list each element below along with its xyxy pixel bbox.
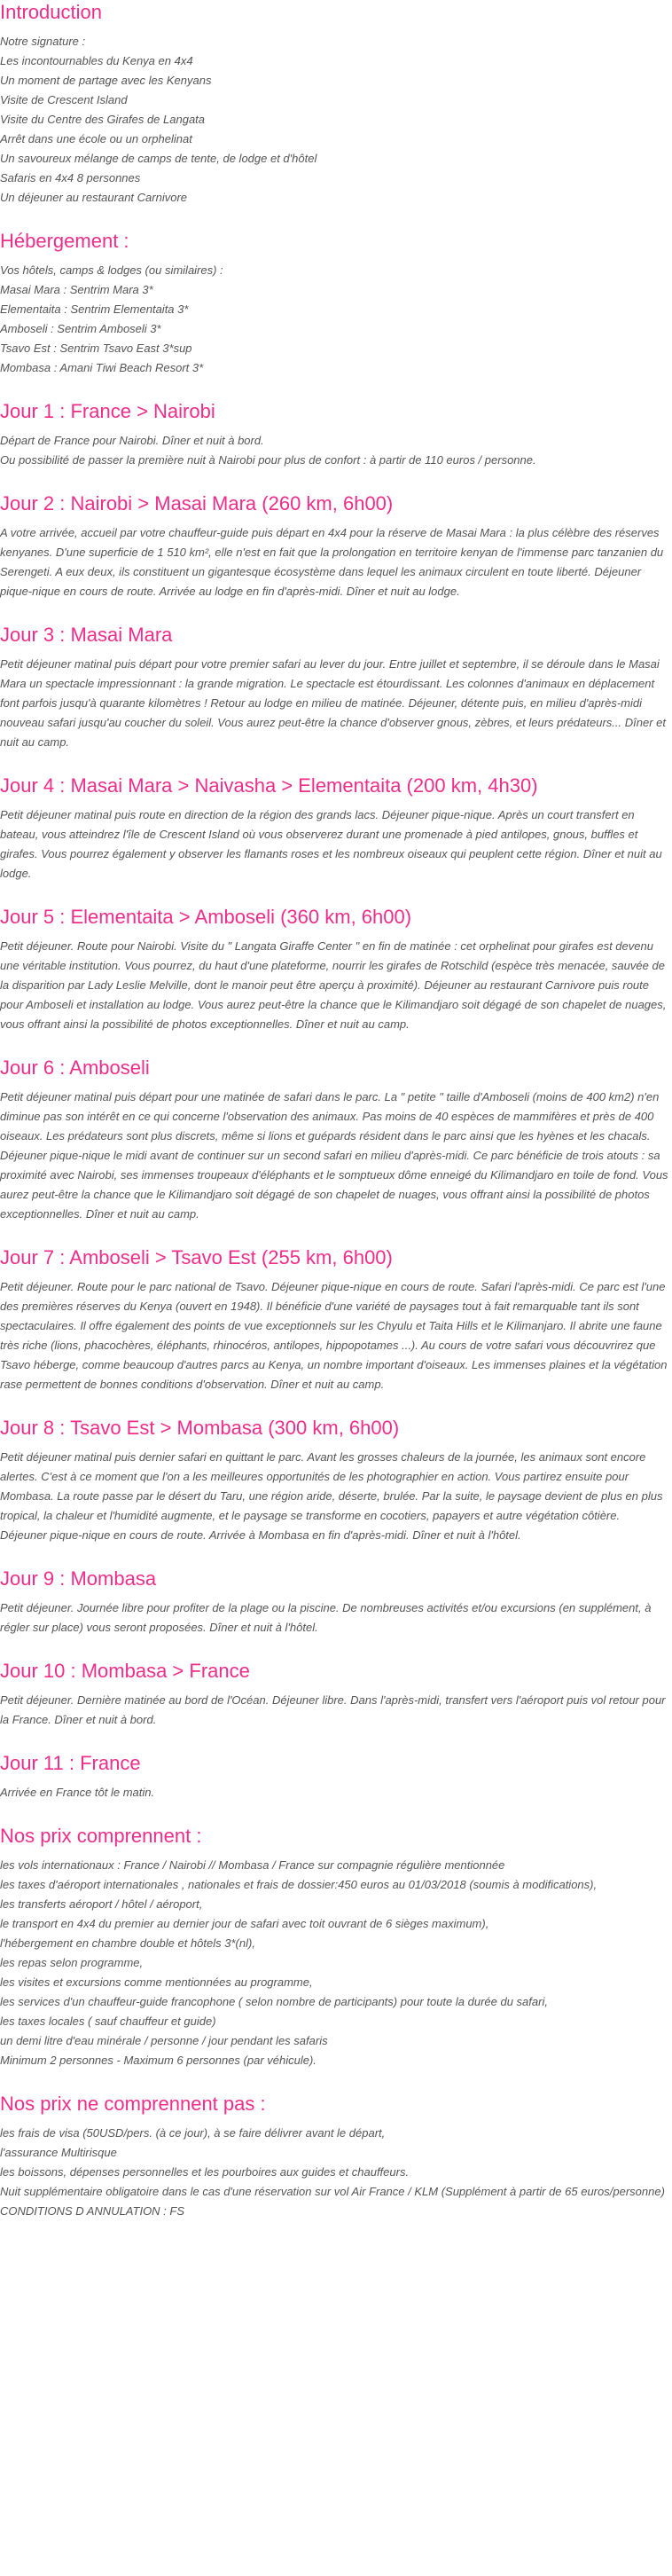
body-line: Petit déjeuner. Route pour le parc national de Tsavo. Déjeuner pique-nique en cours de route. Safari l'après-midi. Ce parc est l'une des premières réserves du Kenya (ouvert en 1948). Il bénéficie d'une variété de paysages tout à fait remarquable tant ils sont spectaculaires. Il offre également des points de vue exceptionnels sur les Chyulu et Taita Hills et le Kilimanjaro. Il abrite une faune très riche (lions, phacochères, éléphants, rhinocéros, antilopes, hippopotames ...). Au cours de votre safari vous découvrirez que Tsavo héberge, comme beaucoup d'autres parcs au Kenya, un nombre important d'oiseaux. Les immenses plaines et la végétation rase permettent de bonnes conditions d'observation. Dîner et nuit au camp. (0, 1280, 668, 1391)
body-line: les taxes d'aéroport internationales , nationales et frais de dossier:450 euros au 01/03/2018 (soumis à modifications), (0, 1878, 598, 1891)
body-line: Petit déjeuner matinal puis départ pour votre premier safari au lever du jour. Entre juillet et septembre, il se déroule dans le Masai Mara un spectacle impressionnant : la grande migration. Le spectacle est étourdissant. Les colonnes d'animaux en déplacement font parfois jusqu'à quarante kilomètres ! Retour au lodge en milieu de matinée. Déjeuner, détente puis, en milieu d'après-midi nouveau safari jusqu'au coucher du soleil. Vous aurez peut-être la chance d'observer gnous, zèbres, et leurs prédateurs... Dîner et nuit au camp. (0, 657, 666, 749)
section-body (0, 1277, 672, 1394)
section-heading: Jour 2 : Nairobi > Masai Mara (260 km, 6h00) (0, 492, 394, 514)
itinerary-section (0, 229, 672, 378)
body-line: les repas selon programme, (0, 1956, 144, 1969)
itinerary-section (0, 1751, 672, 1802)
itinerary-section (0, 774, 672, 884)
body-line: Masai Mara : Sentrim Mara 3* (0, 283, 153, 296)
section-body (0, 2124, 672, 2221)
body-line: Les incontournables du Kenya en 4x4 (0, 54, 193, 67)
body-line: un demi litre d'eau minérale / personne / jour pendant les safaris (0, 2034, 328, 2047)
body-line: Mombasa : Amani Tiwi Beach Resort 3* (0, 361, 204, 374)
body-line: Amboseli : Sentrim Amboseli 3* (0, 322, 161, 335)
section-body (0, 655, 672, 752)
section-heading: Jour 9 : Mombasa (0, 1567, 157, 1590)
section-body (0, 261, 672, 378)
body-line: Petit déjeuner. Dernière matinée au bord de l'Océan. Déjeuner libre. Dans l'après-midi, transfert vers l'aéroport puis vol retour pour la France. Dîner et nuit à bord. (0, 1693, 666, 1726)
body-line: Petit déjeuner. Journée libre pour profiter de la plage ou la piscine. De nombreuses activités et/ou excursions (en supplément, à régler sur place) vous seront proposées. Dîner et nuit à l'hôtel. (0, 1601, 652, 1634)
body-line: Minimum 2 personnes - Maximum 6 personnes (par véhicule). (0, 2054, 316, 2067)
section-body (0, 1691, 672, 1730)
section-body (0, 937, 672, 1034)
body-line: Petit déjeuner matinal puis dernier safari en quittant le parc. Avant les grosses chaleurs de la journée, les animaux sont encore alertes. C'est à ce moment que l'on a les meilleures opportunités de les photographier en action. Vous partirez ensuite pour Mombasa. La route passe par le désert du Taru, une région aride, déserte, brulée. Par la suite, le paysage devient de plus en plus tropical, la chaleur et l'humidité augmente, et le paysage se transforme en cocotiers, papayers et autre végétation côtière. Déjeuner pique-nique en cours de route. Arrivée à Mombasa en fin d'après-midi. Dîner et nuit à l'hôtel. (0, 1450, 663, 1542)
itinerary-section (0, 1416, 672, 1545)
body-line: Arrêt dans une école ou un orphelinat (0, 132, 192, 145)
section-heading: Nos prix comprennent : (0, 1825, 202, 1847)
section-heading: Jour 10 : Mombasa > France (0, 1660, 250, 1682)
section-body (0, 1448, 672, 1545)
itinerary-section (0, 905, 672, 1034)
body-line: Tsavo Est : Sentrim Tsavo East 3*sup (0, 342, 192, 355)
body-line: l'assurance Multirisque (0, 2146, 117, 2159)
section-heading: Jour 7 : Amboseli > Tsavo Est (255 km, 6h00) (0, 1246, 393, 1268)
itinerary-section (0, 491, 672, 601)
body-line: l'hébergement en chambre double et hôtels 3*(nl), (0, 1936, 255, 1950)
body-line: Nuit supplémentaire obligatoire dans le cas d'une réservation sur vol Air France / KLM (Supplément à partir de 65 euros/personne) (0, 2185, 665, 2198)
body-line: le transport en 4x4 du premier au dernier jour de safari avec toit ouvrant de 6 sièges maximum), (0, 1917, 489, 1930)
itinerary-section (0, 1245, 672, 1394)
body-line: les transferts aéroport / hôtel / aéroport, (0, 1897, 203, 1911)
section-heading: Jour 5 : Elementaita > Amboseli (360 km, 6h00) (0, 906, 412, 928)
section-body (0, 523, 672, 601)
section-body (0, 431, 672, 470)
body-line: Petit déjeuner. Route pour Nairobi. Visite du " Langata Giraffe Center " en fin de matinée : cet orphelinat pour girafes est devenu une véritable institution. Vous pourrez, du haut d'une plateforme, nourrir les girafes de Rotschild (espèce très menacée, sauvée de la disparition par Lady Leslie Melville, dont le manoir peut être aperçu à proximité). Déjeuner au restaurant Carnivore puis route pour Amboseli et installation au lodge. Vous aurez peut-être la chance que le Kilimandjaro soit dégagé de son chapelet de nuages, vous offrant ainsi la possibilité de photos exceptionnelles. Dîner et nuit au camp. (0, 939, 667, 1031)
body-line: Un savoureux mélange de camps de tente, de lodge et d'hôtel (0, 152, 317, 165)
body-line: Petit déjeuner matinal puis route en direction de la région des grands lacs. Déjeuner pique-nique. Après un court transfert en bateau, vous atteindrez l'île de Crescent Island où vous observerez durant une promenade à pied antilopes, gnous, buffles et girafes. Vous pourrez également y observer les flamants roses et les nombreux oiseaux qui peuplent cette région. Dîner et nuit au lodge. (0, 808, 662, 880)
body-line: Un déjeuner au restaurant Carnivore (0, 191, 188, 204)
itinerary-section (0, 2092, 672, 2221)
section-heading: Introduction (0, 1, 102, 23)
body-line: A votre arrivée, accueil par votre chauffeur-guide puis départ en 4x4 pour la réserve de Masai Mara : la plus célèbre des réserves kenyanes. D'une superficie de 1 510 km², elle n'est en fait que la prolongation en territoire kenyan de l'immense parc tanzanien du Serengeti. A eux deux, ils constituent un gigantesque écosystème dans lequel les animaux circulent en toute liberté. Déjeuner pique-nique en cours de route. Arrivée au lodge en fin d'après-midi. Dîner et nuit au lodge. (0, 526, 664, 598)
body-line: Départ de France pour Nairobi. Dîner et nuit à bord. (0, 434, 264, 447)
body-line: Elementaita : Sentrim Elementaita 3* (0, 302, 189, 316)
body-line: les services d'un chauffeur-guide francophone ( selon nombre de participants) pour toute la durée du safari, (0, 1995, 548, 2008)
body-line: Vos hôtels, camps & lodges (ou similaires) : (0, 263, 223, 277)
section-heading: Nos prix ne comprennent pas : (0, 2093, 266, 2115)
body-line: les frais de visa (50USD/pers. (à ce jour), à se faire délivrer avant le départ, (0, 2126, 386, 2140)
section-heading: Jour 6 : Amboseli (0, 1056, 150, 1079)
body-line: Arrivée en France tôt le matin. (0, 1786, 155, 1799)
itinerary-section (0, 1824, 672, 2070)
section-body (0, 32, 672, 208)
body-line: Un moment de partage avec les Kenyans (0, 74, 212, 87)
body-line: Ou possibilité de passer la première nuit à Nairobi pour plus de confort : à partir de 110 euros / personne. (0, 453, 536, 467)
body-line: les boissons, dépenses personnelles et les pourboires aux guides et chauffeurs. (0, 2165, 410, 2179)
section-heading: Jour 11 : France (0, 1752, 141, 1774)
itinerary-section (0, 399, 672, 470)
section-heading: Jour 4 : Masai Mara > Naivasha > Elementaita (200 km, 4h30) (0, 774, 538, 797)
body-line: Visite du Centre des Girafes de Langata (0, 113, 206, 126)
section-body (0, 1598, 672, 1637)
section-body (0, 1088, 672, 1224)
section-body (0, 805, 672, 884)
itinerary-section (0, 1659, 672, 1730)
body-line: Visite de Crescent Island (0, 93, 128, 106)
body-line: Notre signature : (0, 35, 86, 48)
body-line: les vols internationaux : France / Nairobi // Mombasa / France sur compagnie régulière mentionnée (0, 1858, 505, 1872)
section-body (0, 1783, 672, 1802)
body-line: Petit déjeuner matinal puis départ pour une matinée de safari dans le parc. La " petite " taille d'Amboseli (moins de 400 km2) n'en diminue pas son intérêt en ce qui concerne l'observation des animaux. Pas moins de 40 espèces de mammifères et près de 400 oiseaux. Les prédateurs sont plus discrets, même si lions et guépards résident dans le parc ainsi que les hyènes et les chacals. Déjeuner pique-nique le midi avant de continuer sur un second safari en milieu d'après-midi. Ce parc bénéficie de trois atouts : sa proximité avec Nairobi, ses immenses troupeaux d'éléphants et le somptueux dôme enneigé du Kilimandjaro en toile de fond. Vous aurez peut-être la chance que le Kilimandjaro soit dégagé de son chapelet de nuages, vous offrant ainsi la possibilité de photos exceptionnelles. Dîner et nuit au camp. (0, 1090, 668, 1221)
section-heading: Hébergement : (0, 230, 129, 252)
section-heading: Jour 1 : France > Nairobi (0, 400, 215, 422)
section-heading: Jour 3 : Masai Mara (0, 624, 173, 646)
section-body (0, 1856, 672, 2070)
itinerary-section (0, 0, 672, 208)
body-line: CONDITIONS D ANNULATION : FS (0, 2204, 185, 2218)
itinerary-section (0, 1567, 672, 1637)
itinerary-section (0, 1056, 672, 1224)
section-heading: Jour 8 : Tsavo Est > Mombasa (300 km, 6h00) (0, 1417, 400, 1439)
body-line: Safaris en 4x4 8 personnes (0, 171, 141, 185)
body-line: les visites et excursions comme mentionnées au programme, (0, 1975, 313, 1989)
body-line: les taxes locales ( sauf chauffeur et guide) (0, 2014, 216, 2028)
itinerary-section (0, 623, 672, 752)
